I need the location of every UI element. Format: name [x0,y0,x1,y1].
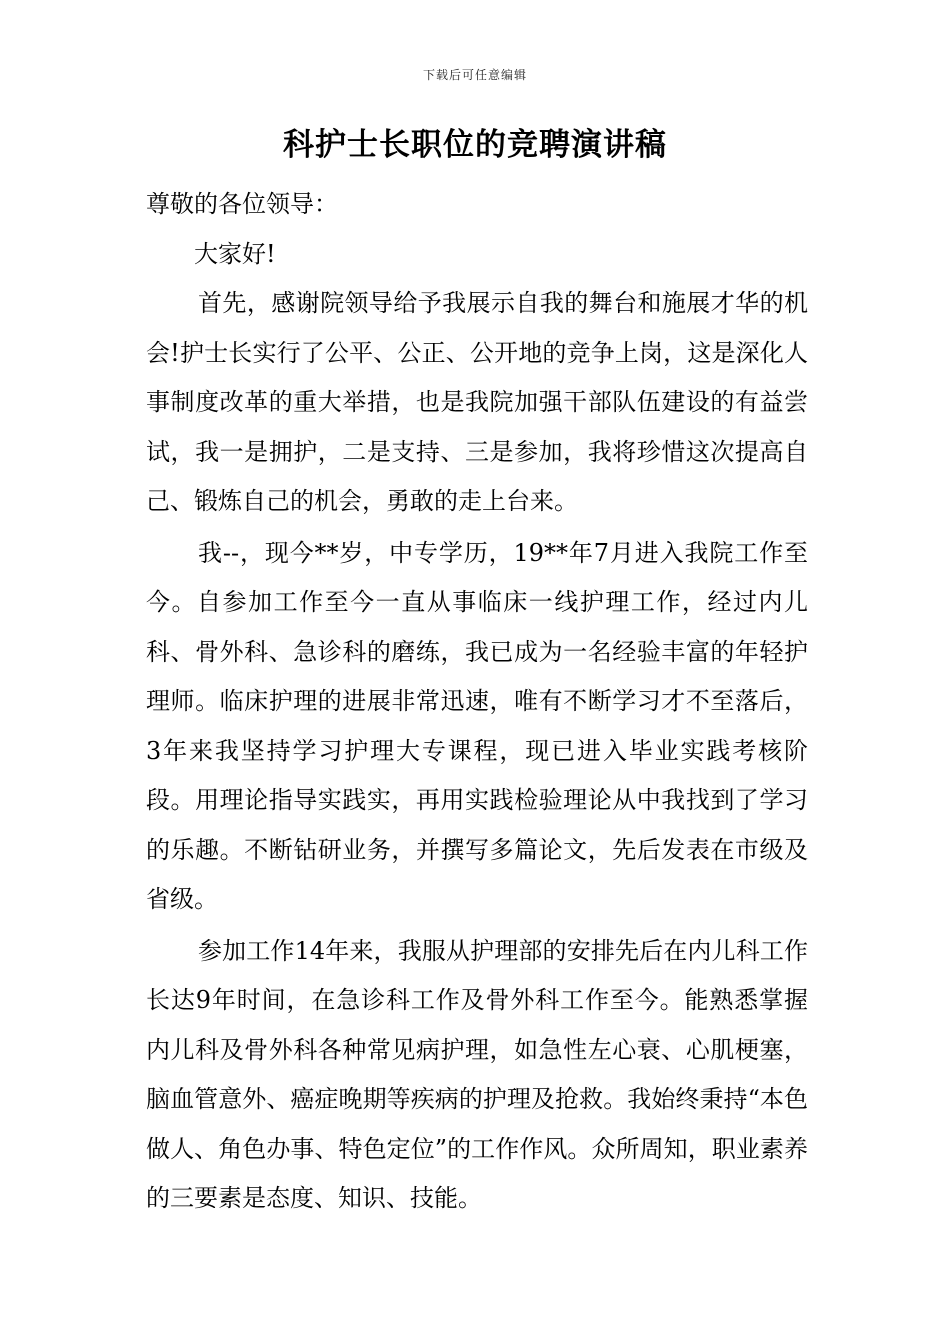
paragraph-3: 参加工作14年来，我服从护理部的安排先后在内儿科工作长达9年时间，在急诊科工作及骨外科工作至今。能熟悉掌握内儿科及骨外科各种常见病护理，如急性左心衰、心肌梗塞，脑血管意外、癌症晚期等疾病的护理及抢救。我始终秉持“本色做人、角色办事、特色定位”的工作作风。众所周知，职业素养的三要素是态度、知识、技能。 [146,936,808,1212]
header-note: 下载后可任意编辑 [422,68,527,82]
salutation: 尊敬的各位领导： [146,190,338,218]
paragraph-1: 首先，感谢院领导给予我展示自我的舞台和施展才华的机会!护士长实行了公平、公正、公开地的竞争上岗，这是深化人事制度改革的重大举措，也是我院加强干部队伍建设的有益尝试，我一是拥护，二是支持、三是参加，我将珍惜这次提高自己、锻炼自己的机会，勇敢的走上台来。 [146,289,808,515]
paragraph-2: 我--，现今**岁，中专学历，19**年7月进入我院工作至今。自参加工作至今一直从事临床一线护理工作，经过内儿科、骨外科、急诊科的磨练，我已成为一名经验丰富的年轻护理师。临床护理的进展非常迅速，唯有不断学习才不至落后，3年来我坚持学习护理大专课程，现已进入毕业实践考核阶段。用理论指导实践实，再用实践检验理论从中我找到了学习的乐趣。不断钻研业务，并撰写多篇论文，先后发表在市级及省级。 [146,538,808,913]
greeting: 大家好! [194,239,276,268]
document-body [146,180,808,1224]
document-title: 科护士长职位的竞聘演讲稿 [283,127,667,163]
